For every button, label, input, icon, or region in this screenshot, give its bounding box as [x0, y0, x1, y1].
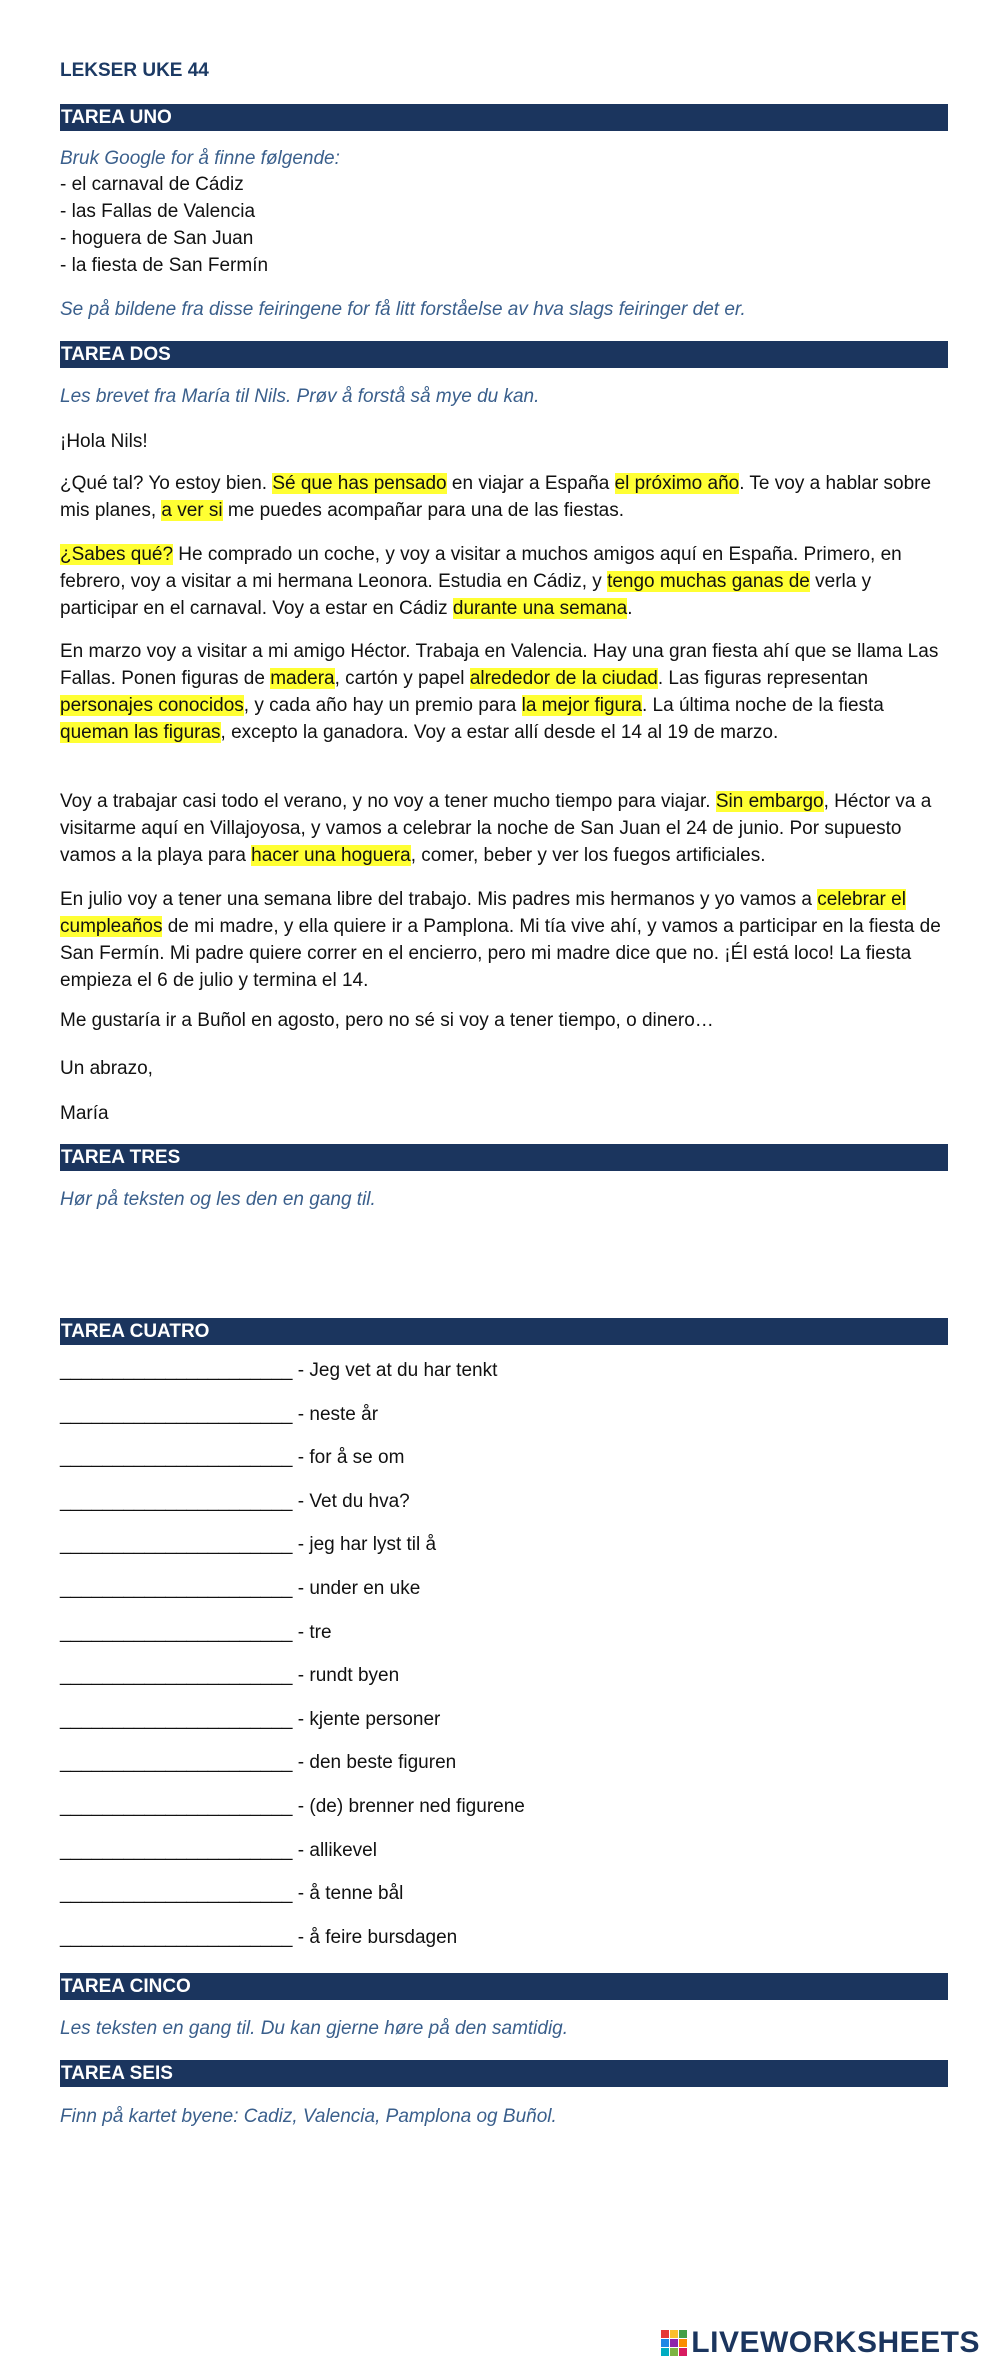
- vocab-translation: - kjente personer: [297, 1708, 441, 1730]
- text-segment: me puedes acompañar para una de las fiestas.: [222, 500, 624, 521]
- answer-blank[interactable]: ______________________: [60, 1621, 293, 1643]
- text-segment: En julio voy a tener una semana libre del trabajo. Mis padres mis hermanos y yo vamos a: [60, 889, 818, 910]
- text-segment: , y cada año hay un premio para: [243, 695, 522, 716]
- section-header-tarea-uno: TAREA UNO: [60, 104, 948, 131]
- vocab-translation: - Jeg vet at du har tenkt: [297, 1360, 498, 1381]
- vocab-translation: - å feire bursdagen: [297, 1926, 458, 1948]
- page-title: LEKSER UKE 44: [60, 60, 209, 81]
- vocab-row: [60, 1709, 440, 1731]
- highlighted-phrase: celebrar el cumpleaños: [60, 889, 906, 937]
- text-segment: Voy a trabajar casi todo el verano, y no voy a tener mucho tiempo para viajar.: [60, 791, 716, 812]
- section-header-tarea-cuatro: TAREA CUATRO: [60, 1318, 948, 1345]
- section-header-tarea-seis: TAREA SEIS: [60, 2060, 948, 2087]
- list-item: - el carnaval de Cádiz: [60, 174, 244, 195]
- text-segment: verla y participar en el carnaval. Voy a estar en Cádiz: [60, 571, 872, 619]
- highlighted-phrase: el próximo año: [614, 473, 740, 494]
- answer-blank[interactable]: ______________________: [60, 1796, 293, 1817]
- text-segment: . Las figuras representan: [657, 668, 869, 689]
- vocab-row: [60, 1840, 377, 1862]
- logo-grid-icon: [661, 2330, 687, 2356]
- list-item: - las Fallas de Valencia: [60, 201, 256, 222]
- text-segment: en viajar a España: [446, 473, 615, 494]
- letter-paragraph-3: [60, 638, 948, 746]
- answer-blank[interactable]: ______________________: [60, 1534, 293, 1556]
- tarea-uno-note: Se på bildene fra disse feiringene for få litt forståelse av hva slags feiringer det er.: [60, 299, 746, 320]
- vocab-translation: - tre: [297, 1621, 332, 1643]
- highlighted-phrase: queman las figuras: [60, 722, 221, 743]
- letter-closing: Un abrazo,: [60, 1058, 153, 1079]
- list-item: - hoguera de San Juan: [60, 228, 254, 249]
- section-header-tarea-cinco: TAREA CINCO: [60, 1973, 948, 2000]
- answer-blank[interactable]: ______________________: [60, 1926, 293, 1948]
- vocab-row: [60, 1447, 404, 1469]
- letter-greeting: ¡Hola Nils!: [60, 431, 148, 452]
- text-segment: , comer, beber y ver los fuegos artificiales.: [410, 845, 766, 866]
- highlighted-phrase: Sé que has pensado: [272, 473, 447, 494]
- answer-blank[interactable]: ______________________: [60, 1839, 293, 1861]
- letter-paragraph-4: [60, 788, 948, 869]
- vocab-translation: - allikevel: [297, 1839, 377, 1861]
- vocab-row: [60, 1752, 456, 1774]
- highlighted-phrase: hacer una hoguera: [251, 845, 411, 866]
- text-segment: . Te voy a hablar sobre mis planes,: [60, 473, 932, 521]
- highlighted-phrase: tengo muchas ganas de: [607, 571, 810, 592]
- letter-paragraph-2: [60, 541, 948, 622]
- vocab-translation: - den beste figuren: [297, 1752, 457, 1774]
- vocab-row: [60, 1883, 403, 1905]
- text-segment: He comprado un coche, y voy a visitar a muchos amigos aquí en España. Primero, en febrero, voy a visitar a mi hermana Leonora. Estudia en Cádiz, y: [60, 544, 902, 592]
- tarea-dos-instruction: Les brevet fra María til Nils. Prøv å forstå så mye du kan.: [60, 386, 540, 407]
- section-header-tarea-tres: TAREA TRES: [60, 1144, 948, 1171]
- vocab-row: [60, 1578, 420, 1600]
- answer-blank[interactable]: ______________________: [60, 1883, 293, 1905]
- highlighted-phrase: la mejor figura: [521, 695, 642, 716]
- vocab-translation: - Vet du hva?: [297, 1490, 410, 1512]
- highlighted-phrase: a ver si: [161, 500, 223, 521]
- tarea-tres-instruction: Hør på teksten og les den en gang til.: [60, 1189, 376, 1210]
- text-segment: de mi madre, y ella quiere ir a Pamplona. Mi tía vive ahí, y vamos a participar en la fiesta de San Fermín. Mi padre quiere correr en el encierro, pero mi madre dice que no. ¡Él está loco! La fiesta empieza el 6 de julio y termina el 14.: [60, 916, 941, 991]
- letter-signature: María: [60, 1103, 109, 1124]
- tarea-uno-instruction: Bruk Google for å finne følgende:: [60, 148, 340, 169]
- answer-blank[interactable]: ______________________: [60, 1447, 293, 1469]
- vocab-row: [60, 1491, 410, 1513]
- text-segment: . La última noche de la fiesta: [641, 695, 884, 716]
- answer-blank[interactable]: ______________________: [60, 1578, 293, 1599]
- highlighted-phrase: alrededor de la ciudad: [469, 668, 658, 689]
- text-segment: En marzo voy a visitar a mi amigo Héctor. Trabaja en Valencia. Hay una gran fiesta ahí que se llama Las Fallas. Ponen figuras de: [60, 641, 939, 689]
- text-segment: .: [627, 598, 633, 619]
- logo-text: LIVEWORKSHEETS: [691, 2326, 980, 2359]
- vocab-translation: - jeg har lyst til å: [297, 1534, 437, 1556]
- highlighted-phrase: Sin embargo: [715, 791, 824, 812]
- text-segment: , cartón y papel: [334, 668, 470, 689]
- answer-blank[interactable]: ______________________: [60, 1752, 293, 1774]
- vocab-row: [60, 1622, 332, 1644]
- vocab-translation: - neste år: [297, 1403, 379, 1425]
- answer-blank[interactable]: ______________________: [60, 1708, 293, 1730]
- answer-blank[interactable]: ______________________: [60, 1403, 293, 1425]
- tarea-seis-instruction: Finn på kartet byene: Cadiz, Valencia, Pamplona og Buñol.: [60, 2106, 557, 2127]
- vocab-row: [60, 1927, 457, 1949]
- vocab-translation: - under en uke: [297, 1578, 421, 1599]
- text-segment: , excepto la ganadora. Voy a estar allí desde el 14 al 19 de marzo.: [220, 722, 779, 743]
- vocab-row: [60, 1665, 399, 1687]
- vocab-row: [60, 1534, 436, 1556]
- vocab-translation: - rundt byen: [297, 1665, 400, 1687]
- tarea-cinco-instruction: Les teksten en gang til. Du kan gjerne høre på den samtidig.: [60, 2018, 569, 2039]
- letter-paragraph-6: Me gustaría ir a Buñol en agosto, pero no sé si voy a tener tiempo, o dinero…: [60, 1010, 714, 1031]
- text-segment: , Héctor va a visitarme aquí en Villajoyosa, y vamos a celebrar la noche de San Juan el 24 de junio. Por supuesto vamos a la playa para: [60, 791, 932, 866]
- highlighted-phrase: durante una semana: [452, 598, 628, 619]
- text-segment: ¿Qué tal? Yo estoy bien.: [60, 473, 273, 494]
- section-header-tarea-dos: TAREA DOS: [60, 341, 948, 368]
- vocab-row: [60, 1404, 378, 1426]
- highlighted-phrase: personajes conocidos: [60, 695, 244, 716]
- highlighted-phrase: madera: [270, 668, 335, 689]
- list-item: - la fiesta de San Fermín: [60, 255, 269, 276]
- vocab-row: [60, 1360, 497, 1382]
- vocab-translation: - for å se om: [297, 1447, 405, 1469]
- letter-paragraph-1: [60, 470, 948, 524]
- liveworksheets-logo: [661, 2326, 980, 2360]
- letter-paragraph-5: [60, 886, 948, 994]
- vocab-translation: - å tenne bål: [297, 1883, 404, 1905]
- vocab-row: [60, 1796, 525, 1818]
- vocab-translation: - (de) brenner ned figurene: [297, 1796, 525, 1817]
- answer-blank[interactable]: ______________________: [60, 1360, 293, 1381]
- answer-blank[interactable]: ______________________: [60, 1490, 293, 1512]
- answer-blank[interactable]: ______________________: [60, 1665, 293, 1687]
- highlighted-phrase: ¿Sabes qué?: [60, 544, 174, 565]
